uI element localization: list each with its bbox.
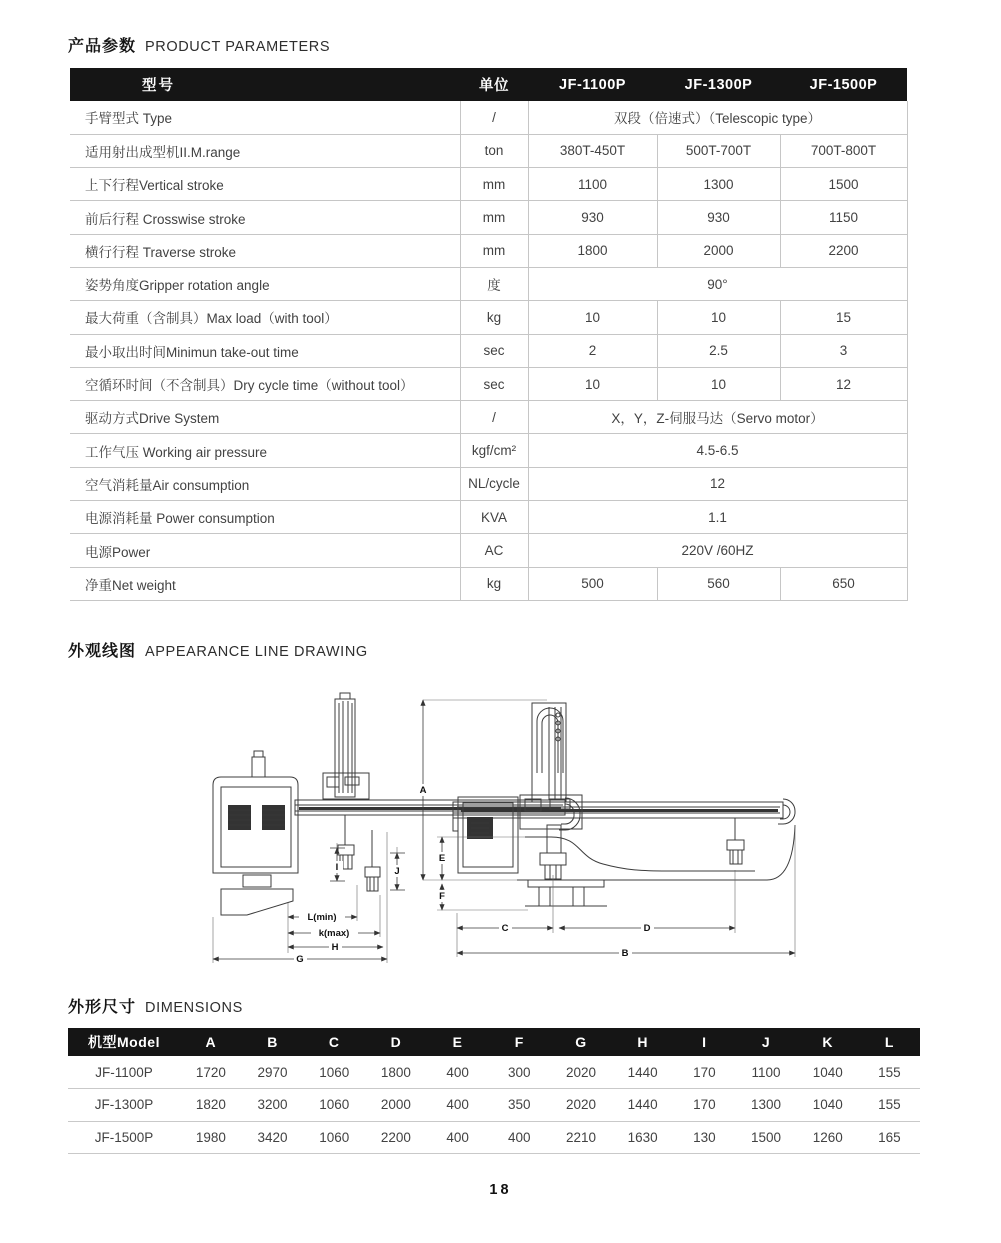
param-value-span: 220V /60HZ [528, 534, 907, 567]
param-row [70, 401, 907, 434]
dim-label-j: J [394, 866, 400, 877]
param-unit: AC [460, 534, 528, 567]
dims-value: 2020 [550, 1089, 612, 1122]
param-value: 15 [780, 301, 907, 334]
param-unit: ton [460, 134, 528, 167]
dim-label-g: G [296, 954, 304, 965]
dims-col-header: F [488, 1028, 550, 1056]
param-label: 电源消耗量 Power consumption [70, 501, 460, 534]
product-parameters-title-en: PRODUCT PARAMETERS [145, 39, 331, 55]
dims-value: 1260 [797, 1121, 859, 1154]
param-value: 1800 [528, 234, 657, 267]
param-row [70, 201, 907, 234]
dimensions-title-zh: 外形尺寸 [68, 999, 137, 1016]
param-value: 700T-800T [780, 134, 907, 167]
dims-value: 2200 [365, 1121, 427, 1154]
dims-value: 300 [488, 1056, 550, 1089]
param-value: 930 [528, 201, 657, 234]
dims-value: 170 [674, 1089, 736, 1122]
dims-value: 1820 [180, 1089, 242, 1122]
product-parameters-title [68, 33, 330, 56]
dims-value: 2020 [550, 1056, 612, 1089]
product-parameters-table [70, 68, 908, 601]
param-col-header: JF-1100P [528, 68, 657, 101]
product-parameters-table-head [70, 68, 907, 101]
dims-col-header: L [859, 1028, 921, 1056]
param-row [70, 467, 907, 500]
dim-label-h: H [331, 942, 339, 953]
param-col-header: JF-1300P [657, 68, 780, 101]
dims-value: 1060 [303, 1121, 365, 1154]
param-value: 1150 [780, 201, 907, 234]
param-value-span: 4.5-6.5 [528, 434, 907, 467]
dimensions-table [68, 1028, 920, 1154]
dims-col-header: G [550, 1028, 612, 1056]
param-label: 横行行程 Traverse stroke [70, 234, 460, 267]
dims-col-header: K [797, 1028, 859, 1056]
dims-row [68, 1089, 920, 1122]
dims-model: JF-1300P [68, 1089, 180, 1122]
param-unit: / [460, 101, 528, 134]
dims-value: 350 [488, 1089, 550, 1122]
appearance-drawing-title-en: APPEARANCE LINE DRAWING [145, 644, 368, 660]
param-unit: KVA [460, 501, 528, 534]
param-unit: kgf/cm² [460, 434, 528, 467]
param-header-row [70, 68, 907, 101]
dims-value: 2970 [242, 1056, 304, 1089]
dims-value: 1980 [180, 1121, 242, 1154]
param-row [70, 367, 907, 400]
param-value: 10 [528, 367, 657, 400]
param-row [70, 234, 907, 267]
dims-row [68, 1056, 920, 1089]
dims-col-header: C [303, 1028, 365, 1056]
param-col-header: 型号 [70, 68, 460, 101]
param-row [70, 501, 907, 534]
param-label: 最小取出时间Minimun take-out time [70, 334, 460, 367]
dims-col-header: B [242, 1028, 304, 1056]
param-value: 2200 [780, 234, 907, 267]
param-value: 380T-450T [528, 134, 657, 167]
param-col-header: 单位 [460, 68, 528, 101]
param-value: 10 [528, 301, 657, 334]
dims-value: 400 [427, 1121, 489, 1154]
param-unit: mm [460, 234, 528, 267]
param-unit: kg [460, 301, 528, 334]
param-value: 3 [780, 334, 907, 367]
param-unit: mm [460, 201, 528, 234]
appearance-line-drawing [195, 685, 825, 980]
dims-row [68, 1121, 920, 1154]
param-row [70, 301, 907, 334]
dims-value: 1060 [303, 1089, 365, 1122]
param-unit: sec [460, 367, 528, 400]
param-value: 2 [528, 334, 657, 367]
dims-value: 130 [674, 1121, 736, 1154]
dims-value: 1440 [612, 1089, 674, 1122]
dims-value: 1720 [180, 1056, 242, 1089]
dim-label-f: F [439, 891, 445, 902]
product-parameters-table-body [70, 101, 907, 600]
param-value-span: X，Y，Z-伺服马达（Servo motor） [528, 401, 907, 434]
param-label: 空循环时间（不含制具）Dry cycle time（without tool） [70, 367, 460, 400]
param-row [70, 334, 907, 367]
dimensions-table-body [68, 1056, 920, 1154]
dims-col-header: H [612, 1028, 674, 1056]
dims-col-header: D [365, 1028, 427, 1056]
param-label: 适用射出成型机II.M.range [70, 134, 460, 167]
dims-model: JF-1500P [68, 1121, 180, 1154]
dims-value: 1800 [365, 1056, 427, 1089]
dims-value: 1060 [303, 1056, 365, 1089]
param-row [70, 101, 907, 134]
dims-model: JF-1100P [68, 1056, 180, 1089]
param-value: 500 [528, 567, 657, 600]
dims-value: 1300 [735, 1089, 797, 1122]
param-label: 上下行程Vertical stroke [70, 168, 460, 201]
param-row [70, 134, 907, 167]
dim-label-kmax: k(max) [318, 928, 350, 939]
page-footer [0, 1181, 1001, 1199]
dim-label-b: B [621, 948, 629, 959]
param-label: 空气消耗量Air consumption [70, 467, 460, 500]
dims-col-header: A [180, 1028, 242, 1056]
dim-label-e: E [438, 853, 446, 864]
dimensions-table-head [68, 1028, 920, 1056]
dim-label-lmin: L(min) [307, 912, 337, 923]
param-row [70, 168, 907, 201]
dim-label-a: A [419, 785, 427, 796]
dims-value: 155 [859, 1089, 921, 1122]
param-value: 930 [657, 201, 780, 234]
param-label: 电源Power [70, 534, 460, 567]
param-value: 1300 [657, 168, 780, 201]
param-unit: 度 [460, 267, 528, 300]
param-label: 驱动方式Drive System [70, 401, 460, 434]
param-unit: sec [460, 334, 528, 367]
param-value: 560 [657, 567, 780, 600]
param-value: 12 [780, 367, 907, 400]
param-value: 2.5 [657, 334, 780, 367]
param-value: 2000 [657, 234, 780, 267]
param-unit: NL/cycle [460, 467, 528, 500]
dims-col-header: 机型Model [68, 1028, 180, 1056]
dims-header-row [68, 1028, 920, 1056]
param-label: 最大荷重（含制具）Max load（with tool） [70, 301, 460, 334]
param-unit: kg [460, 567, 528, 600]
dims-col-header: E [427, 1028, 489, 1056]
param-row [70, 267, 907, 300]
param-row [70, 567, 907, 600]
dims-value: 170 [674, 1056, 736, 1089]
dims-col-header: J [735, 1028, 797, 1056]
param-value: 500T-700T [657, 134, 780, 167]
param-value: 650 [780, 567, 907, 600]
param-label: 手臂型式 Type [70, 101, 460, 134]
param-row [70, 434, 907, 467]
param-label: 净重Net weight [70, 567, 460, 600]
param-row [70, 534, 907, 567]
param-col-header: JF-1500P [780, 68, 907, 101]
dim-label-c: C [501, 923, 509, 934]
appearance-drawing-title [68, 638, 368, 661]
product-parameters-title-zh: 产品参数 [68, 38, 137, 55]
dims-value: 3420 [242, 1121, 304, 1154]
dims-value: 400 [488, 1121, 550, 1154]
page-number: 18 [489, 1182, 512, 1198]
param-label: 前后行程 Crosswise stroke [70, 201, 460, 234]
param-label: 姿势角度Gripper rotation angle [70, 267, 460, 300]
param-label: 工作气压 Working air pressure [70, 434, 460, 467]
dims-value: 155 [859, 1056, 921, 1089]
dims-value: 1100 [735, 1056, 797, 1089]
dimensions-title [68, 994, 243, 1017]
dims-value: 3200 [242, 1089, 304, 1122]
dim-label-d: D [643, 923, 651, 934]
dims-value: 400 [427, 1089, 489, 1122]
dims-col-header: I [674, 1028, 736, 1056]
dims-value: 2210 [550, 1121, 612, 1154]
param-value: 1500 [780, 168, 907, 201]
param-value-span: 1.1 [528, 501, 907, 534]
dims-value: 165 [859, 1121, 921, 1154]
dim-label-i: I [335, 862, 339, 873]
dimensions-title-en: DIMENSIONS [145, 1000, 243, 1016]
appearance-drawing-title-zh: 外观线图 [68, 643, 137, 660]
side-view-dimensions [213, 832, 405, 965]
param-value: 10 [657, 367, 780, 400]
param-unit: / [460, 401, 528, 434]
dims-value: 1630 [612, 1121, 674, 1154]
dims-value: 1040 [797, 1056, 859, 1089]
dims-value: 2000 [365, 1089, 427, 1122]
param-value: 1100 [528, 168, 657, 201]
param-value-span: 双段（倍速式）（Telescopic type） [528, 101, 907, 134]
param-value-span: 12 [528, 467, 907, 500]
dims-value: 400 [427, 1056, 489, 1089]
param-value: 10 [657, 301, 780, 334]
param-unit: mm [460, 168, 528, 201]
dims-value: 1440 [612, 1056, 674, 1089]
dims-value: 1500 [735, 1121, 797, 1154]
param-value-span: 90° [528, 267, 907, 300]
dims-value: 1040 [797, 1089, 859, 1122]
